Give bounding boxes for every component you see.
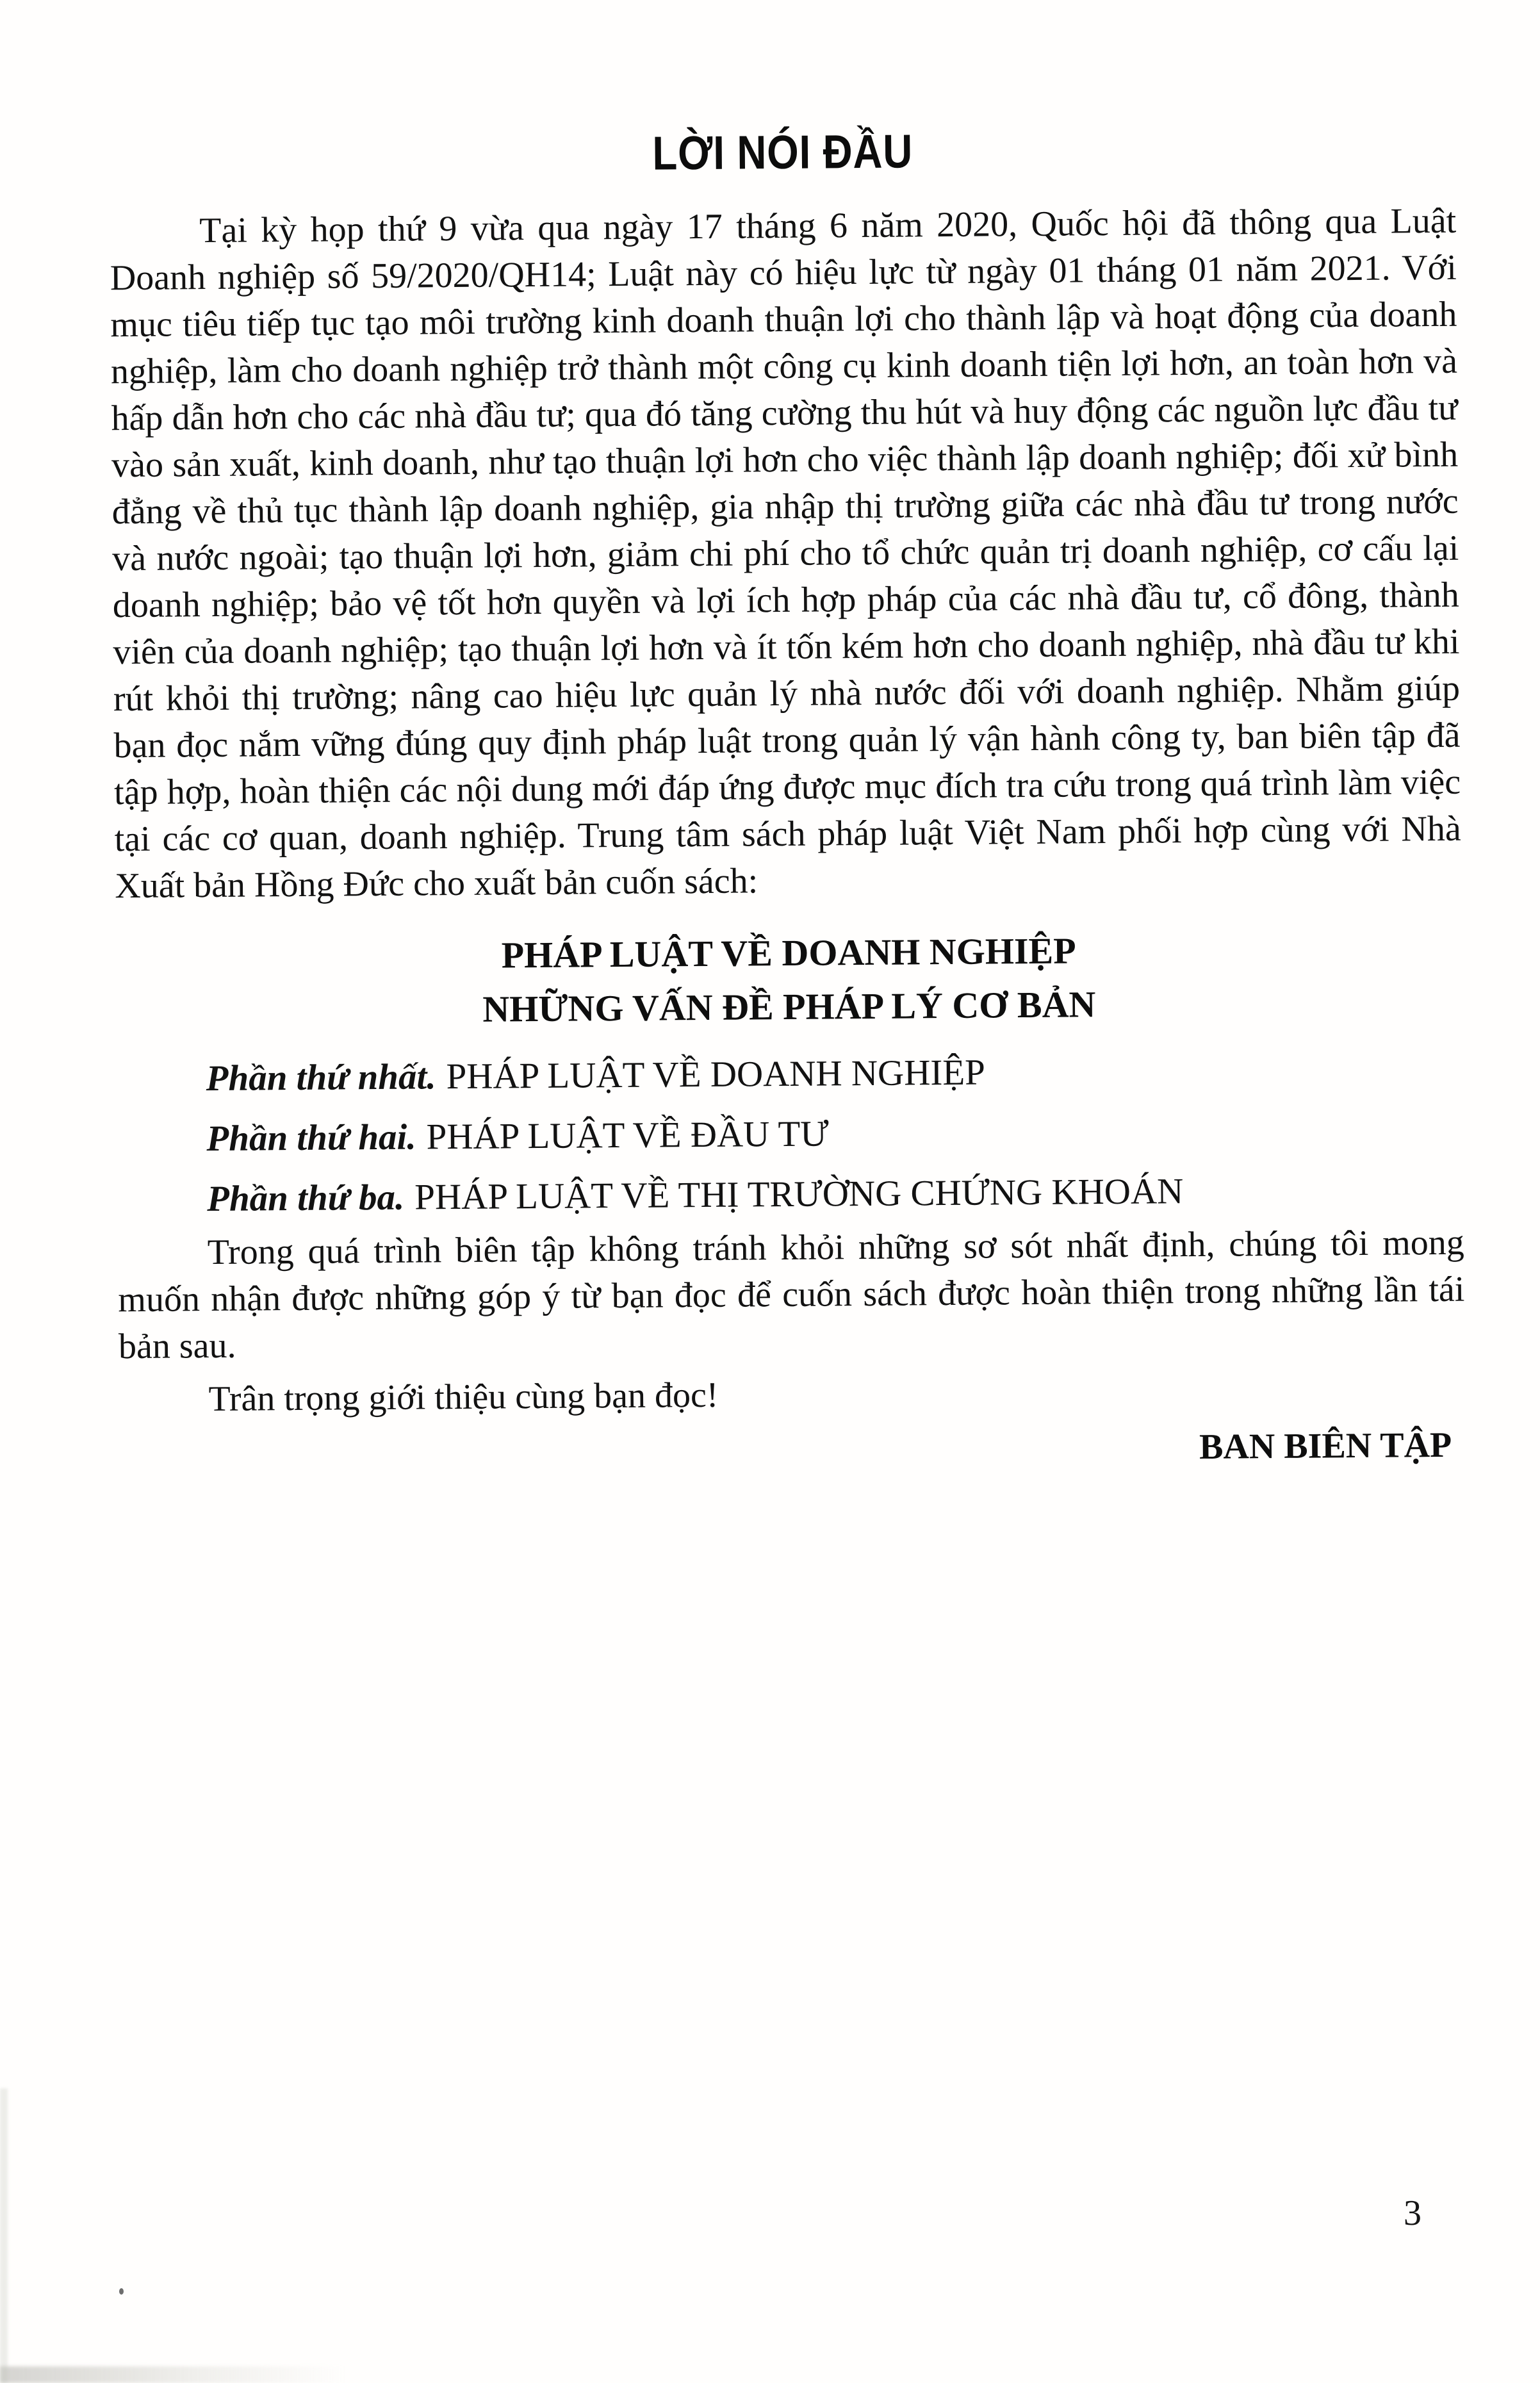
book-title-line-2: NHỮNG VẤN ĐỀ PHÁP LÝ CƠ BẢN — [482, 983, 1096, 1030]
part-1-title: PHÁP LUẬT VỀ DOANH NGHIỆP — [446, 1052, 986, 1097]
part-item-2 — [117, 1099, 1464, 1170]
editor-note-paragraph: Trong quá trình biên tập không tránh khỏi những sơ sót nhất định, chúng tôi mong muốn nhận được những góp ý từ bạn đọc để cuốn sách được hoàn thiện trong những lần tái bản sau. — [118, 1222, 1465, 1367]
scan-edge-artifact — [0, 2088, 8, 2383]
part-1-label: Phần thứ nhất. — [206, 1056, 436, 1099]
closing-line: Trân trọng giới thiệu cùng bạn đọc! — [208, 1375, 719, 1420]
scan-smudge-artifact — [0, 2366, 346, 2383]
part-3-label: Phần thứ ba. — [206, 1177, 405, 1220]
part-item-3 — [117, 1159, 1464, 1231]
part-3-title: PHÁP LUẬT VỀ THỊ TRƯỜNG CHỨNG KHOÁN — [414, 1171, 1184, 1218]
book-title-line-1: PHÁP LUẬT VỀ DOANH NGHIỆP — [501, 929, 1076, 976]
page-number: 3 — [1404, 2193, 1421, 2233]
part-2-title: PHÁP LUẬT VỀ ĐẦU TƯ — [426, 1113, 829, 1158]
part-2-label: Phần thứ hai. — [206, 1117, 416, 1159]
page-title-text: LỜI NÓI ĐẦU — [651, 124, 913, 180]
part-list — [116, 1039, 1464, 1231]
scan-speck-artifact — [119, 2288, 124, 2295]
intro-paragraph: Tại kỳ họp thứ 9 vừa qua ngày 17 tháng 6 năm 2020, Quốc hội đã thông qua Luật Doanh nghiệp số 59/2020/QH14; Luật này có hiệu lực từ ngày 01 tháng 01 năm 2021. Với mục tiêu tiếp tục tạo môi trường kinh doanh thuận lợi cho thành lập và hoạt động của doanh nghiệp, làm cho doanh nghiệp trở thành một công cụ kinh doanh tiện lợi hơn, an toàn hơn và hấp dẫn hơn cho các nhà đầu tư; qua đó tăng cường thu hút và huy động các nguồn lực đầu tư vào sản xuất, kinh doanh, như tạo thuận lợi hơn cho việc thành lập doanh nghiệp; đối xử bình đẳng về thủ tục thành lập doanh nghiệp, gia nhập thị trường giữa các nhà đầu tư trong nước và nước ngoài; tạo thuận lợi hơn, giảm chi phí cho tổ chức quản trị doanh nghiệp, cơ cấu lại doanh nghiệp; bảo vệ tốt hơn quyền và lợi ích hợp pháp của các nhà đầu tư, cổ đông, thành viên của doanh nghiệp; tạo thuận lợi hơn và ít tốn kém hơn cho doanh nghiệp, nhà đầu tư khi rút khỏi thị trường; nâng cao hiệu lực quản lý nhà nước đối với doanh nghiệp. Nhằm giúp bạn đọc nắm vững đúng quy định pháp luật trong quản lý vận hành công ty, ban biên tập đã tập hợp, hoàn thiện các nội dung mới đáp ứng được mục đích tra cứu trong quá trình làm việc tại các cơ quan, doanh nghiệp. Trung tâm sách pháp luật Việt Nam phối hợp cùng với Nhà Xuất bản Hồng Đức cho xuất bản cuốn sách: — [110, 201, 1461, 906]
page-content — [109, 120, 1466, 1479]
editorial-board-signature: BAN BIÊN TẬP — [1199, 1425, 1452, 1467]
page-title — [109, 120, 1456, 186]
part-item-1 — [116, 1039, 1463, 1110]
